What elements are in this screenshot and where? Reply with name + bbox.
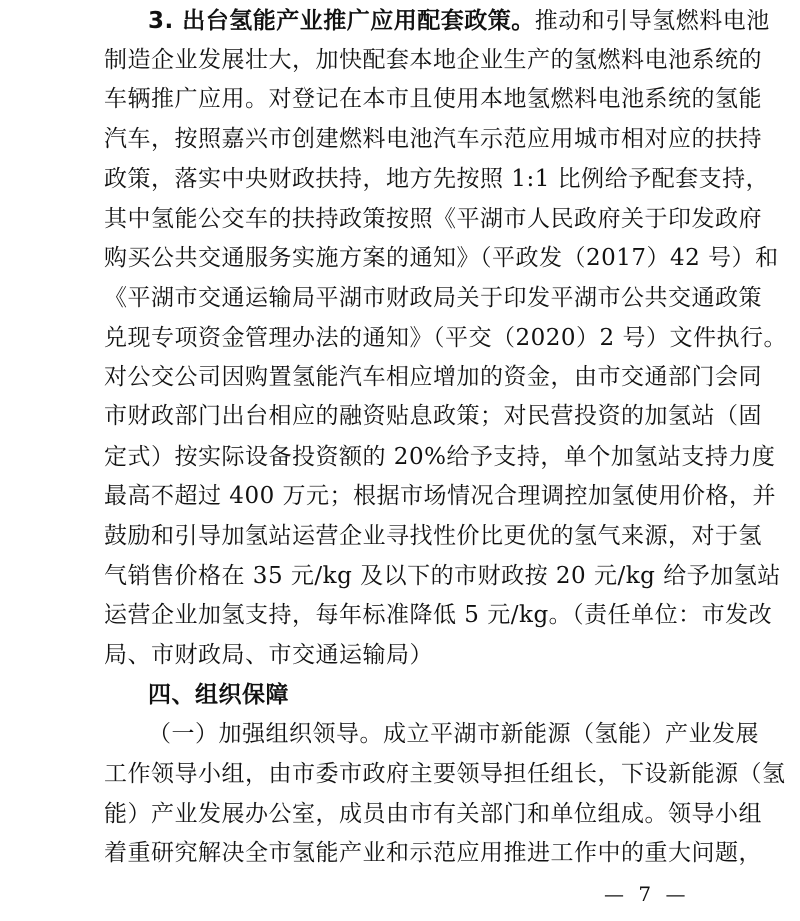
body-line: 车辆推广应用。对登记在本市且使用本地氢燃料电池系统的氢能 (104, 86, 762, 112)
body-line: 最高不超过 400 万元；根据市场情况合理调控加氢使用价格，并 (104, 483, 777, 509)
section3-first-line (148, 6, 770, 36)
body-line: 其中氢能公交车的扶持政策按照《平湖市人民政府关于印发政府 (104, 206, 762, 232)
body-line: 《平湖市交通运输局平湖市财政局关于印发平湖市公共交通政策 (104, 285, 762, 311)
body-line: 制造企业发展壮大，加快配套本地企业生产的氢燃料电池系统的 (104, 47, 762, 73)
section4-sub1-first-rest: 成立平湖市新能源（氢能）产业发展 (383, 721, 759, 747)
body-line: 汽车，按照嘉兴市创建燃料电池汽车示范应用城市相对应的扶持 (104, 126, 762, 152)
body-line: 着重研究解决全市氢能产业和示范应用推进工作中的重大问题， (104, 840, 762, 866)
page-number: — 7 — (604, 882, 690, 906)
body-line: 能）产业发展办公室，成员由市有关部门和单位组成。领导小组 (104, 801, 762, 827)
body-line: 工作领导小组，由市委市政府主要领导担任组长，下设新能源（氢 (104, 761, 786, 787)
section3-first-line-rest: 推动和引导氢燃料电池 (534, 8, 770, 34)
section4-sub1-first-line (148, 719, 759, 749)
body-line: 对公交公司因购置氢能汽车相应增加的资金，由市交通部门会同 (104, 364, 762, 390)
body-line: 政策，落实中央财政扶持，地方先按照 1:1 比例给予配套支持， (104, 166, 770, 192)
body-line: 购买公共交通服务实施方案的通知》（平政发（2017）42 号）和 (104, 245, 779, 271)
section4-heading: 四、组织保障 (148, 682, 289, 708)
body-line: 运营企业加氢支持，每年标准降低 5 元/kg。（责任单位：市发改 (104, 602, 773, 628)
body-line: 兑现专项资金管理办法的通知》（平交（2020）2 号）文件执行。 (104, 325, 787, 351)
body-line: 鼓励和引导加氢站运营企业寻找性价比更优的氢气来源，对于氢 (104, 523, 762, 549)
body-line: 气销售价格在 35 元/kg 及以下的市财政按 20 元/kg 给予加氢站 (104, 563, 781, 589)
section4-sub1-title: （一）加强组织领导。 (148, 721, 383, 747)
body-line: 定式）按实际设备投资额的 20%给予支持，单个加氢站支持力度 (104, 444, 776, 470)
section3-title: 3. 出台氢能产业推广应用配套政策。 (148, 8, 535, 34)
body-line: 市财政部门出台相应的融资贴息政策；对民营投资的加氢站（固 (104, 403, 762, 429)
body-line: 局、市财政局、市交通运输局） (104, 642, 433, 668)
